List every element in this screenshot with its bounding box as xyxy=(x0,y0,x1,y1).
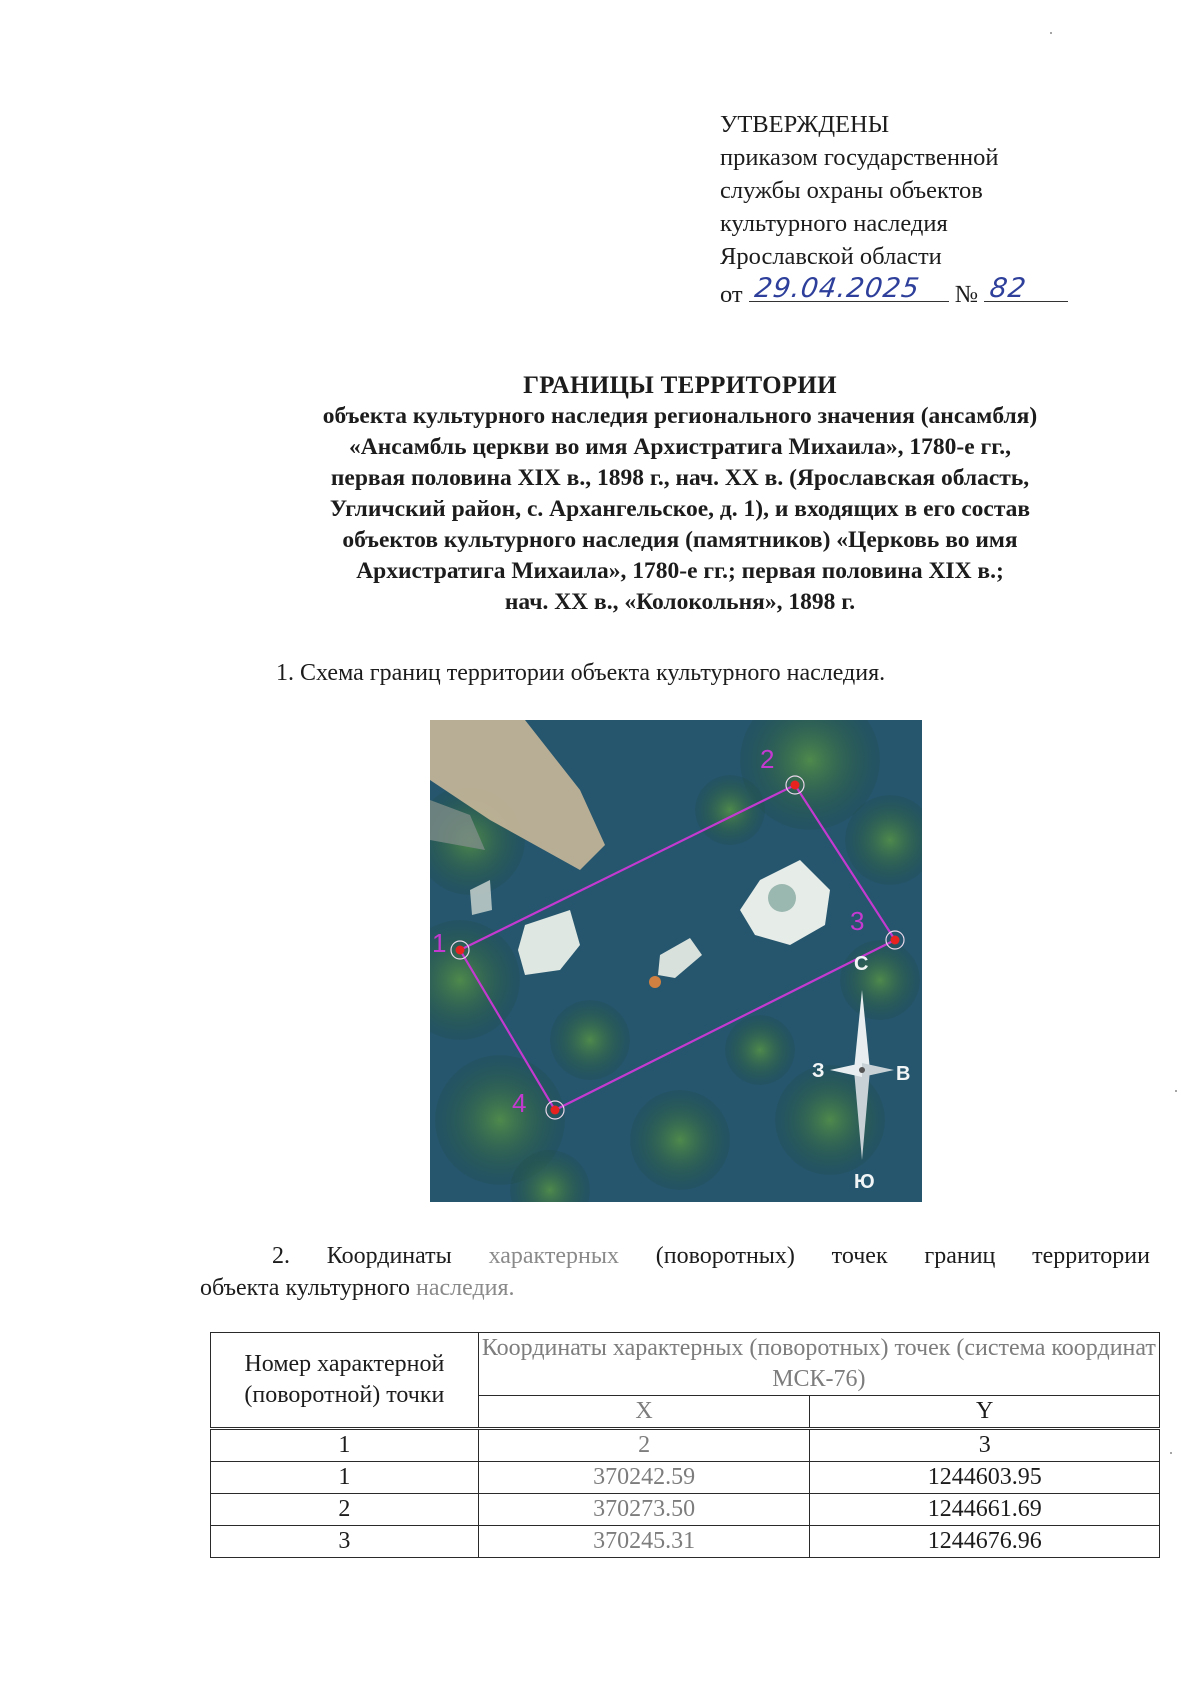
section-2-line-1 xyxy=(200,1240,1150,1272)
title-line: первая половина XIX в., 1898 г., нач. XX в. (Ярославская область, xyxy=(330,465,1030,491)
title-line: Угличский район, с. Архангельское, д. 1), и входящих в его состав xyxy=(329,496,1031,522)
title-line: объекта культурного наследия регионального значения (ансамбля) xyxy=(322,403,1038,429)
approval-date-line xyxy=(720,273,1080,311)
column-number-row xyxy=(211,1429,1160,1462)
table-row xyxy=(211,1526,1160,1558)
header-y: Y xyxy=(810,1396,1160,1429)
point-label-3: 3 xyxy=(850,906,865,936)
point-number: 2 xyxy=(211,1494,479,1526)
boundary-point-3 xyxy=(891,936,900,945)
section-2-text: 2. Координаты xyxy=(272,1243,489,1269)
approval-heritage-line: культурного наследия xyxy=(720,210,948,237)
table-row xyxy=(211,1462,1160,1494)
section-2-text: (поворотных) точек границ территории xyxy=(619,1243,1150,1269)
coord-y: 1244603.95 xyxy=(810,1462,1160,1494)
approval-region-line: Ярославской области xyxy=(720,243,942,270)
handwritten-date: 29.04.2025 xyxy=(752,273,922,304)
title-line: объектов культурного наследия (памятников) «Церковь во имя xyxy=(342,527,1018,553)
column-number: 2 xyxy=(478,1429,810,1462)
section-2-line-2 xyxy=(200,1272,1150,1304)
section-2-text: объекта культурного xyxy=(200,1275,416,1301)
coord-x: 370273.50 xyxy=(478,1494,810,1526)
scan-speck xyxy=(1050,32,1052,34)
boundary-point-1 xyxy=(456,946,465,955)
section-1-heading: 1. Схема границ территории объекта культурного наследия. xyxy=(276,660,886,686)
handwritten-number: 82 xyxy=(988,273,1029,304)
section-2-heading xyxy=(200,1240,1150,1304)
scan-speck xyxy=(1170,1452,1172,1454)
point-label-2: 2 xyxy=(760,744,775,774)
section-2-faint-text: характерных xyxy=(488,1243,620,1269)
coord-y: 1244676.96 xyxy=(810,1526,1160,1558)
coordinates-table xyxy=(210,1332,1160,1558)
point-label-4: 4 xyxy=(512,1088,527,1118)
table-row xyxy=(211,1494,1160,1526)
number-field xyxy=(984,273,1068,302)
point-label-1: 1 xyxy=(432,928,447,958)
number-prefix: № xyxy=(954,281,979,308)
compass-east: В xyxy=(896,1063,911,1085)
header-x: X xyxy=(478,1396,810,1429)
coord-x: 370245.31 xyxy=(478,1526,810,1558)
approval-heading: УТВЕРЖДЕНЫ xyxy=(720,111,890,138)
date-field xyxy=(749,273,949,302)
boundary-point-2 xyxy=(791,781,800,790)
title-line: Архистратига Михаила», 1780-е гг.; первая половина XIX в.; xyxy=(356,558,1004,584)
point-number: 3 xyxy=(211,1526,479,1558)
document-title xyxy=(230,370,1130,618)
title-line: «Ансамбль церкви во имя Архистратига Михаила», 1780-е гг., xyxy=(348,434,1011,460)
boundary-map-image xyxy=(430,720,922,1202)
header-coordinates: Координаты характерных (поворотных) точек (система координат МСК-76) xyxy=(478,1333,1159,1396)
date-prefix: от xyxy=(720,281,743,308)
title-line: нач. XX в., «Колокольня», 1898 г. xyxy=(504,589,856,615)
column-number: 3 xyxy=(810,1429,1160,1462)
coord-x: 370242.59 xyxy=(478,1462,810,1494)
compass-north: С xyxy=(854,953,869,975)
header-point-number: Номер характерной (поворотной) точки xyxy=(211,1333,479,1429)
compass-south: Ю xyxy=(854,1171,875,1193)
column-number: 1 xyxy=(211,1429,479,1462)
approval-service-line: службы охраны объектов xyxy=(720,177,983,204)
boundary-point-4 xyxy=(551,1106,560,1115)
approval-stamp-block xyxy=(720,108,1080,311)
section-2-faint-text: наследия. xyxy=(416,1275,515,1301)
satellite-map xyxy=(430,720,922,1202)
title-heading: ГРАНИЦЫ ТЕРРИТОРИИ xyxy=(523,372,837,399)
point-number: 1 xyxy=(211,1462,479,1494)
approval-order-line: приказом государственной xyxy=(720,144,999,171)
coord-y: 1244661.69 xyxy=(810,1494,1160,1526)
compass-west: З xyxy=(812,1060,825,1082)
scan-speck xyxy=(1175,1090,1177,1092)
